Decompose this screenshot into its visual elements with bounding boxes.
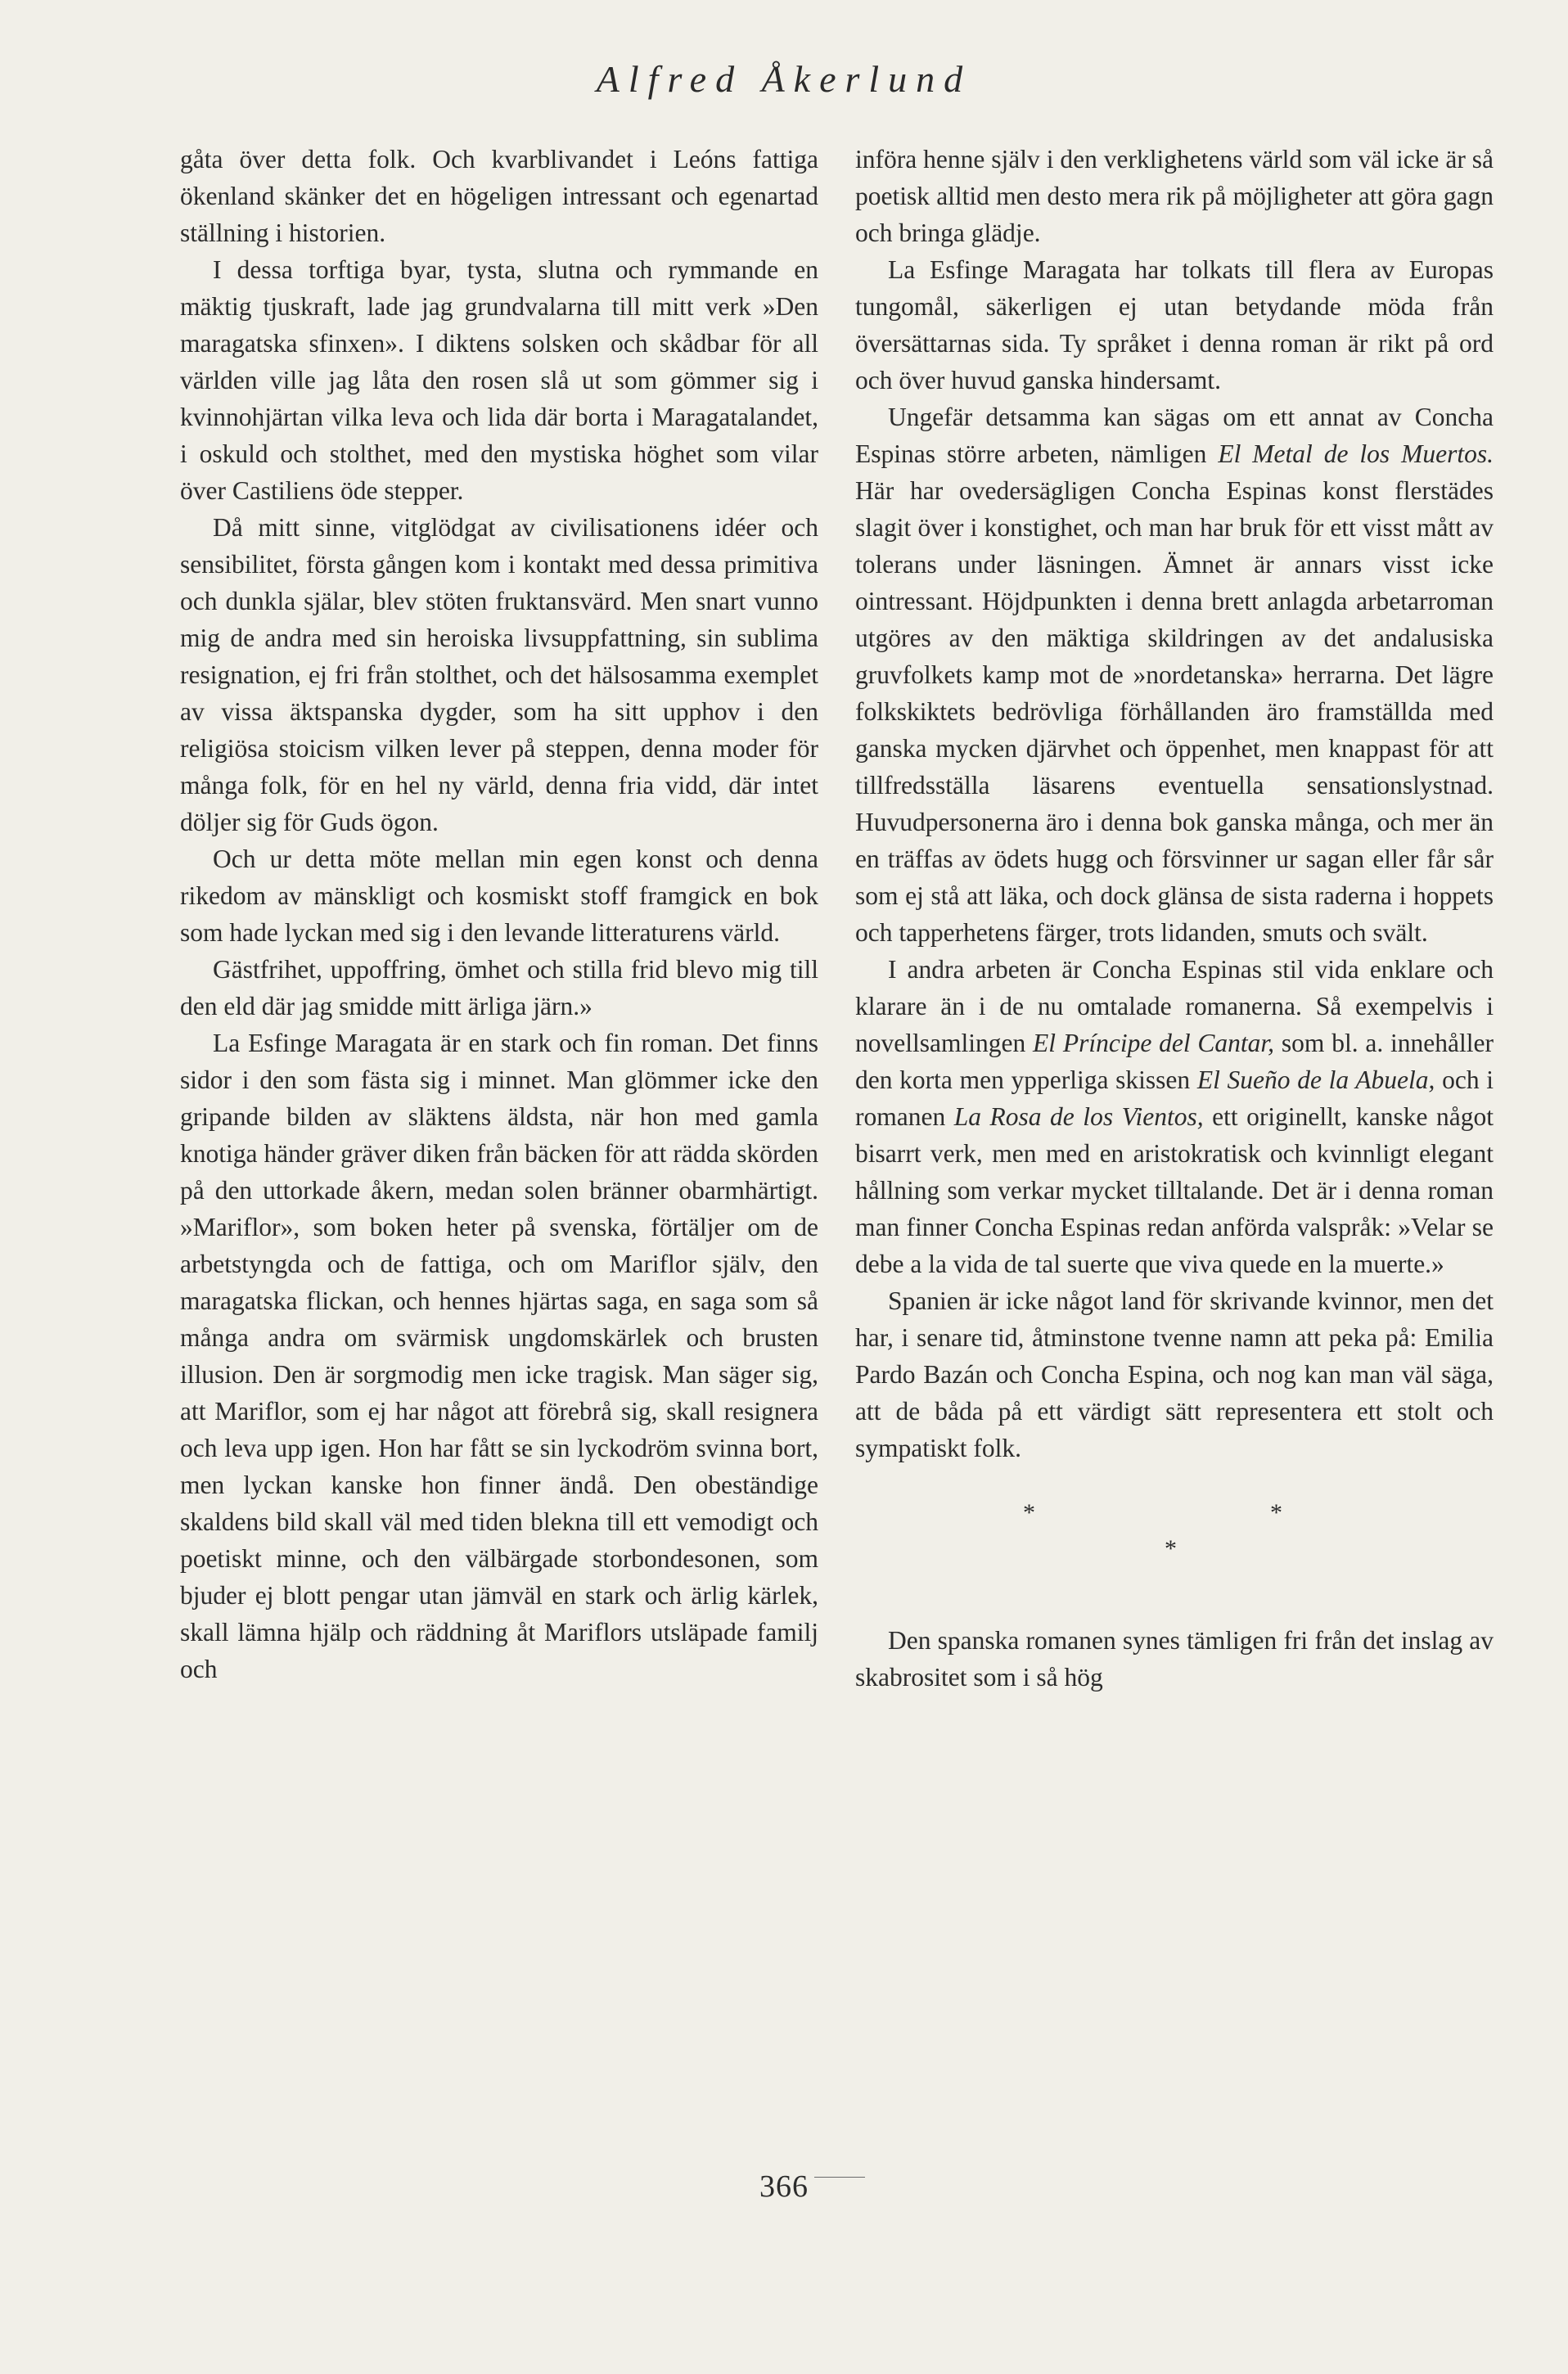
left-column — [180, 141, 818, 1687]
paragraph-text: Ungefär detsamma kan sägas om ett annat av Concha Espinas större arbeten, nämligen — [855, 403, 1494, 468]
paragraph: Då mitt sinne, vitglödgat av civilisationens idéer och sensibilitet, första gången kom i kontakt med dessa primitiva och dunkla själar, blev stöten fruktansvärd. Men snart vunno mig de andra med sin heroiska livsuppfattning, sin sublima resignation, ej fri från stolthet, och det hälsosamma exemplet av vissa äktspanska dygder, som ha sitt upphov i den religiösa stoicism vilken lever på steppen, denna moder för många folk, för en hel ny värld, denna fria vidd, där intet döljer sig för Guds ögon. — [180, 513, 818, 836]
paragraph: Gästfrihet, uppoffring, ömhet och stilla frid blevo mig till den eld där jag smidde mitt ärliga järn.» — [180, 955, 818, 1020]
paragraph: La Esfinge Maragata har tolkats till flera av Europas tungomål, säkerligen ej utan betydande möda från översättarnas sida. Ty språket i denna roman är rikt på ord och över huvud ganska hindersamt. — [855, 255, 1494, 394]
paragraph-text: som bl. a. innehåller den korta men ypperliga skissen — [855, 1029, 1494, 1094]
book-title: El Sueño de la Abuela, — [1196, 1065, 1435, 1094]
paragraph: Den spanska romanen synes tämligen fri från det inslag av skabrositet som i så hög — [855, 1626, 1494, 1692]
paragraph: La Esfinge Maragata är en stark och fin roman. Det finns sidor i den som fästa sig i minnet. Man glömmer icke den gripande bilden av släktens äldsta, när hon med gamla knotiga händer gräver diken från bäcken för att rädda skörden på den uttorkade åkern, medan solen bränner obarmhärtigt. »Mariflor», som boken heter på svenska, förtäljer om de arbetstyngda och de fattiga, och om Mariflor själv, den maragatska flickan, och hennes hjärtas saga, en saga som så många andra om svärmisk ungdomskärlek och brusten illusion. Den är sorgmodig men icke tragisk. Man säger sig, att Mariflor, som ej har något att förebrå sig, skall resignera och leva upp igen. Hon har fått se sin lyckodröm svinna bort, men lyckan kanske hon finner ändå. Den obeständige skaldens bild skall väl med tiden blekna till ett vemodigt och poetiskt minne, och den välbärgade storbondesonen, som bjuder ej blott pengar utan jämväl en stark och ärlig kärlek, skall lämna hjälp och räddning åt Mariflors utsläpade familj och — [180, 1029, 818, 1683]
paragraph-text: Här har ovedersägligen Concha Espinas konst flerstädes slagit över i konstighet, och man har bruk för ett visst mått av tolerans under läsningen. Ämnet är annars visst icke ointressant. Höjdpunkten i denna brett anlagda arbetarroman utgöres av den mäktiga skildringen av det andalusiska gruvfolkets kamp mot de »nordetanska» herrarna. Det lägre folkskiktets bedrövliga förhållanden äro framställda med ganska mycken djärvhet och öppenhet, men knappast för att tillfredsställa läsarens eventuella sensationslystnad. Huvudpersonerna äro i denna bok ganska många, och mer än en träffas av ödets hugg och försvinner ur sagan eller får sår som ej stå att läka, och dock glänsa de sista raderna i hoppets och tapperhetens färger, trots lidanden, smuts och svält. — [855, 476, 1494, 947]
paragraph-text: I andra arbeten är Concha Espinas stil vida enklare och klarare än i de nu omtalade romanerna. Så exempelvis i novellsamlingen — [855, 955, 1494, 1057]
asterisk: * — [1270, 1499, 1282, 1526]
running-head: Alfred Åkerlund — [596, 58, 972, 100]
book-title: El Príncipe del Cantar, — [1033, 1029, 1275, 1057]
book-title: El Metal de los Muertos. — [1218, 439, 1494, 468]
page-number: 366 — [759, 2169, 809, 2204]
asterisk: * — [1165, 1535, 1177, 1562]
paragraph — [855, 399, 1494, 951]
paragraph-text: och i romanen — [855, 1065, 1494, 1131]
paragraph-text: ett originellt, kanske något bisarrt verk, men med en aristokratisk och kvinnligt elegant hållning som verkar mycket tilltalande. Det är i denna roman man finner Concha Espinas redan anförda valspråk: »Velar se debe a la vida de tal suerte que viva quede en la muerte.» — [855, 1102, 1494, 1278]
paragraph: Spanien är icke något land för skrivande kvinnor, men det har, i senare tid, åtminstone tvenne namn att peka på: Emilia Pardo Bazán och Concha Espina, och nog kan man väl säga, att de båda på ett värdigt sätt representera ett stolt och sympatiskt folk. — [855, 1286, 1494, 1462]
book-title: La Rosa de los Vientos, — [953, 1102, 1204, 1131]
section-break-asterism — [855, 1494, 1494, 1589]
paragraph — [855, 951, 1494, 1282]
asterisk: * — [1023, 1499, 1035, 1526]
paragraph: Och ur detta möte mellan min egen konst och denna rikedom av mänskligt och kosmiskt stoff framgick en bok som hade lyckan med sig i den levande litteraturens värld. — [180, 845, 818, 947]
paragraph: I dessa torftiga byar, tysta, slutna och rymmande en mäktig tjuskraft, lade jag grundvalarna till mitt verk »Den maragatska sfinxen». I diktens solsken och skådbar för all världen ville jag låta den rosen slå ut som gömmer sig i kvinnohjärtan vilka leva och lida där borta i Maragatalandet, i oskuld och stolthet, med den mystiska höghet som vilar över Castiliens öde stepper. — [180, 255, 818, 505]
paragraph: gåta över detta folk. Och kvarblivandet i Leóns fattiga ökenland skänker det en högeligen intressant och egenartad ställning i historien. — [180, 145, 818, 247]
right-column — [855, 141, 1494, 1696]
paragraph: införa henne själv i den verklighetens värld som väl icke är så poetisk alltid men desto mera rik på möjligheter att göra gagn och bringa glädje. — [855, 145, 1494, 247]
